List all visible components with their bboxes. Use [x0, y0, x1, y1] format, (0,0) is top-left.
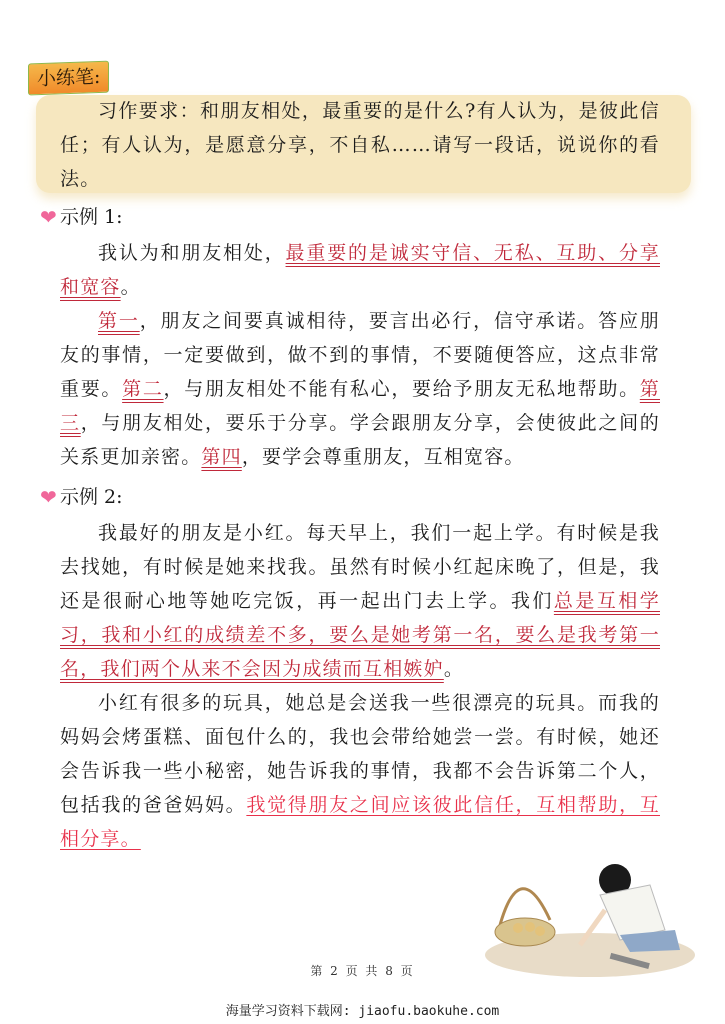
example2-para2: 小红有很多的玩具，她总是会送我一些很漂亮的玩具。而我的妈妈会烤蛋糕、面包什么的，我也会带给她尝一尝。有时候，她还会告诉我一些小秘密，她告诉我的事情，我都不会告诉第二个人，包括我的爸爸妈妈。我觉得朋友之间应该彼此信任，互相帮助，互相分享。 [60, 692, 660, 850]
page-number: 第 2 页 共 8 页 [310, 964, 415, 978]
highlight-text: 我觉得朋友之间应该彼此信任，互相帮助，互相分享。 [60, 794, 660, 850]
highlight-text: 总是互相学习，我和小红的成绩差不多，要么是她考第一名，要么是我考第一名，我们两个从来不会因为成绩而互相嫉妒 [60, 590, 660, 680]
girl-planting-illustration [480, 850, 700, 980]
task-text: 习作要求：和朋友相处，最重要的是什么?有人认为，是彼此信任；有人认为，是愿意分享，不自私……请写一段话，说说你的看法。 [60, 100, 660, 190]
heart-icon: ❤ [40, 485, 57, 509]
highlight-text: 最重要的是诚实守信、无私、互助、分享和宽容 [60, 242, 660, 298]
section-tag: 小练笔: [28, 61, 109, 96]
site-footer: 海量学习资料下载网: jiaofu.baokuhe.com [225, 1004, 500, 1019]
heart-icon: ❤ [40, 205, 57, 229]
example2-para1: 我最好的朋友是小红。每天早上，我们一起上学。有时候是我去找她，有时候是她来找我。虽然有时候小红起床晚了，但是，我还是很耐心地等她吃完饭，再一起出门去上学。我们总是互相学习，我和小红的成绩差不多，要么是她考第一名，要么是我考第一名，我们两个从来不会因为成绩而互相嫉妒。 [60, 522, 660, 680]
example1-heading: ❤ 示例 1: [40, 205, 123, 229]
example2-heading: ❤ 示例 2: [40, 485, 123, 509]
example1-para1: 我认为和朋友相处，最重要的是诚实守信、无私、互助、分享和宽容。 [60, 242, 660, 298]
example1-para2: 第一，朋友之间要真诚相待，要言出必行，信守承诺。答应朋友的事情，一定要做到，做不到的事情，不要随便答应，这点非常重要。第二，与朋友相处不能有私心，要给予朋友无私地帮助。第三，与朋友相处，要乐于分享。学会跟朋友分享，会使彼此之间的关系更加亲密。第四，要学会尊重朋友，互相宽容。 [60, 310, 661, 468]
